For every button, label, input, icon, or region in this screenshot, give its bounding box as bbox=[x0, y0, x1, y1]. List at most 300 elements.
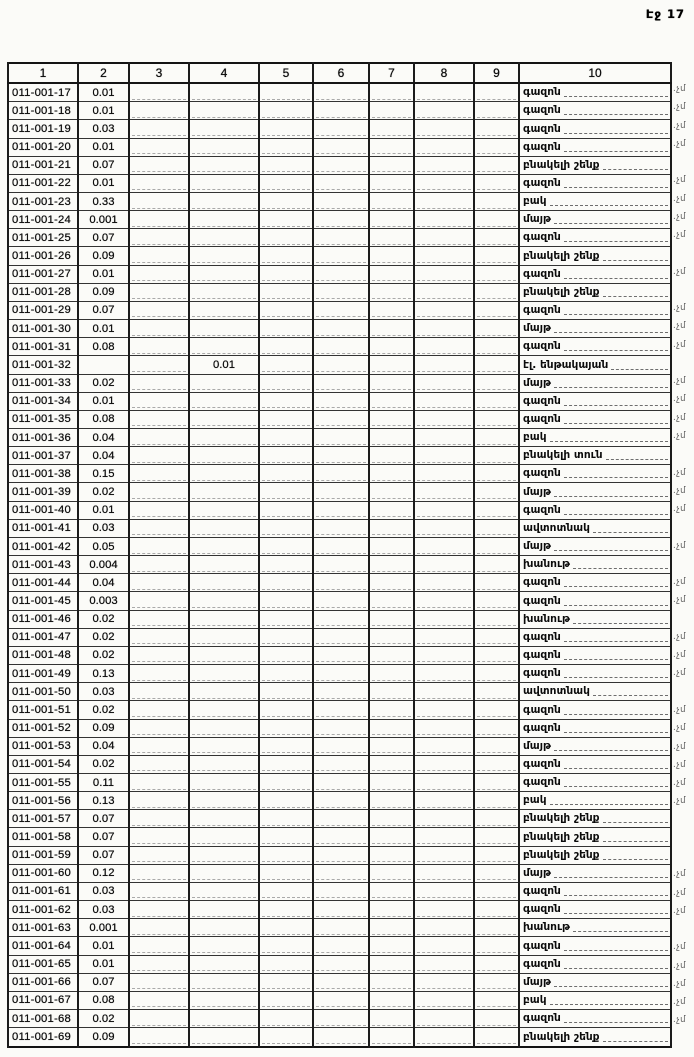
empty-cell bbox=[369, 156, 414, 174]
empty-cell bbox=[129, 628, 189, 646]
landuse-text: գազոն bbox=[523, 176, 561, 189]
dotted-line bbox=[262, 866, 310, 880]
landuse-cell bbox=[519, 537, 671, 555]
landuse-cell bbox=[519, 901, 671, 919]
empty-cell bbox=[129, 120, 189, 138]
area-value-cell: 0.02 bbox=[78, 646, 129, 664]
dotted-line bbox=[372, 322, 411, 336]
empty-cell bbox=[414, 701, 474, 719]
parcel-code-cell: 011-001-67 bbox=[8, 991, 78, 1009]
area-value-cell: 0.09 bbox=[78, 283, 129, 301]
empty-cell bbox=[369, 665, 414, 683]
dotted-line bbox=[132, 322, 186, 336]
empty-cell bbox=[189, 138, 259, 156]
dotted-line bbox=[372, 975, 411, 989]
table-row bbox=[8, 882, 671, 900]
dotted-line bbox=[372, 412, 411, 426]
margin-note: .չմ bbox=[673, 467, 687, 478]
empty-cell bbox=[313, 574, 369, 592]
dotted-line bbox=[417, 449, 471, 463]
dotted-line bbox=[316, 122, 366, 136]
dotted-line bbox=[132, 993, 186, 1007]
empty-cell bbox=[474, 283, 519, 301]
dotted-line bbox=[477, 957, 516, 971]
empty-cell bbox=[129, 755, 189, 773]
dotted-line bbox=[477, 231, 516, 245]
margin-note: .չմ bbox=[673, 631, 687, 642]
empty-cell bbox=[474, 338, 519, 356]
empty-cell bbox=[369, 792, 414, 810]
dotted-line bbox=[192, 903, 256, 917]
empty-cell bbox=[414, 919, 474, 937]
dotted-line bbox=[477, 267, 516, 281]
empty-cell bbox=[129, 156, 189, 174]
area-value-cell: 0.04 bbox=[78, 447, 129, 465]
empty-cell bbox=[259, 392, 313, 410]
area-value-cell: 0.07 bbox=[78, 828, 129, 846]
dotted-line bbox=[417, 322, 471, 336]
parcel-code-cell: 011-001-17 bbox=[8, 83, 78, 102]
landuse-text: մայթ bbox=[523, 322, 552, 335]
area-value-cell: 0.07 bbox=[78, 973, 129, 991]
empty-cell bbox=[414, 683, 474, 701]
dotted-line bbox=[316, 830, 366, 844]
dotted-line bbox=[192, 1030, 256, 1044]
empty-cell bbox=[129, 701, 189, 719]
dotted-line bbox=[477, 285, 516, 299]
dotted-line bbox=[564, 187, 668, 188]
empty-cell bbox=[414, 610, 474, 628]
empty-cell bbox=[259, 646, 313, 664]
empty-cell bbox=[259, 828, 313, 846]
empty-cell bbox=[414, 229, 474, 247]
landuse-cell bbox=[519, 919, 671, 937]
dotted-line bbox=[477, 176, 516, 190]
empty-cell bbox=[259, 719, 313, 737]
dotted-line bbox=[372, 376, 411, 390]
empty-cell bbox=[189, 283, 259, 301]
dotted-line bbox=[554, 750, 668, 751]
dotted-line bbox=[372, 993, 411, 1007]
dotted-line bbox=[564, 895, 668, 896]
dotted-line bbox=[132, 830, 186, 844]
dotted-line bbox=[192, 794, 256, 808]
area-value-cell: 0.01 bbox=[78, 320, 129, 338]
margin-note: .չմ bbox=[673, 120, 687, 131]
area-value-cell: 0.01 bbox=[78, 265, 129, 283]
empty-cell bbox=[259, 320, 313, 338]
dotted-line bbox=[417, 303, 471, 317]
parcel-code-cell: 011-001-23 bbox=[8, 192, 78, 210]
landuse-cell bbox=[519, 301, 671, 319]
parcel-code-cell: 011-001-25 bbox=[8, 229, 78, 247]
landuse-cell bbox=[519, 810, 671, 828]
dotted-line bbox=[372, 739, 411, 753]
dotted-line bbox=[417, 993, 471, 1007]
area-value-cell: 0.02 bbox=[78, 701, 129, 719]
empty-cell bbox=[414, 846, 474, 864]
empty-cell bbox=[414, 429, 474, 447]
parcel-code-cell: 011-001-50 bbox=[8, 683, 78, 701]
table-row bbox=[8, 174, 671, 192]
landuse-cell bbox=[519, 519, 671, 537]
empty-cell bbox=[259, 283, 313, 301]
landuse-text: գազոն bbox=[523, 304, 561, 317]
dotted-line bbox=[372, 757, 411, 771]
dotted-line bbox=[262, 394, 310, 408]
empty-cell bbox=[474, 320, 519, 338]
landuse-cell bbox=[519, 410, 671, 428]
area-value-cell: 0.01 bbox=[78, 955, 129, 973]
empty-cell bbox=[313, 810, 369, 828]
empty-cell bbox=[259, 301, 313, 319]
dotted-line bbox=[477, 358, 516, 372]
empty-cell bbox=[189, 537, 259, 555]
table-row bbox=[8, 919, 671, 937]
table-row bbox=[8, 356, 671, 374]
dotted-line bbox=[417, 540, 471, 554]
table-row bbox=[8, 211, 671, 229]
dotted-line bbox=[132, 576, 186, 590]
dotted-line bbox=[603, 822, 668, 823]
dotted-line bbox=[192, 322, 256, 336]
dotted-line bbox=[192, 340, 256, 354]
dotted-line bbox=[477, 540, 516, 554]
dotted-line bbox=[316, 739, 366, 753]
empty-cell bbox=[414, 628, 474, 646]
area-value-cell: 0.02 bbox=[78, 610, 129, 628]
dotted-line bbox=[132, 449, 186, 463]
dotted-line bbox=[316, 140, 366, 154]
empty-cell bbox=[474, 120, 519, 138]
empty-cell bbox=[369, 864, 414, 882]
dotted-line bbox=[477, 340, 516, 354]
empty-cell bbox=[313, 301, 369, 319]
landuse-cell bbox=[519, 156, 671, 174]
dotted-line bbox=[564, 477, 668, 478]
dotted-line bbox=[262, 703, 310, 717]
empty-cell bbox=[474, 773, 519, 791]
empty-cell bbox=[369, 519, 414, 537]
empty-cell bbox=[474, 646, 519, 664]
dotted-line bbox=[372, 521, 411, 535]
landuse-cell bbox=[519, 429, 671, 447]
area-value-cell: 0.15 bbox=[78, 465, 129, 483]
dotted-line bbox=[132, 648, 186, 662]
empty-cell bbox=[313, 792, 369, 810]
dotted-line bbox=[262, 757, 310, 771]
empty-cell bbox=[129, 683, 189, 701]
empty-cell bbox=[189, 828, 259, 846]
dotted-line bbox=[417, 249, 471, 263]
empty-cell bbox=[369, 265, 414, 283]
table-row bbox=[8, 320, 671, 338]
empty-cell bbox=[189, 882, 259, 900]
area-value-cell: 0.03 bbox=[78, 519, 129, 537]
empty-cell bbox=[259, 864, 313, 882]
empty-cell bbox=[129, 773, 189, 791]
empty-cell bbox=[414, 1028, 474, 1047]
dotted-line bbox=[262, 648, 310, 662]
landuse-text: գազոն bbox=[523, 667, 561, 680]
empty-cell bbox=[259, 465, 313, 483]
empty-cell bbox=[313, 592, 369, 610]
dotted-line bbox=[262, 322, 310, 336]
dotted-line bbox=[132, 303, 186, 317]
dotted-line bbox=[316, 1012, 366, 1026]
dotted-line bbox=[132, 757, 186, 771]
dotted-line bbox=[372, 394, 411, 408]
empty-cell bbox=[369, 174, 414, 192]
empty-cell bbox=[189, 701, 259, 719]
empty-cell bbox=[189, 519, 259, 537]
empty-cell bbox=[313, 83, 369, 102]
empty-cell bbox=[259, 1028, 313, 1047]
area-value-cell: 0.03 bbox=[78, 882, 129, 900]
empty-cell bbox=[259, 901, 313, 919]
empty-cell bbox=[369, 120, 414, 138]
empty-cell bbox=[369, 247, 414, 265]
empty-cell bbox=[369, 1028, 414, 1047]
landuse-cell bbox=[519, 773, 671, 791]
empty-cell bbox=[189, 919, 259, 937]
landuse-text: բնակելի շենք bbox=[523, 1031, 600, 1043]
dotted-line bbox=[477, 394, 516, 408]
dotted-line bbox=[372, 776, 411, 790]
dotted-line bbox=[132, 104, 186, 118]
empty-cell bbox=[414, 211, 474, 229]
dotted-line bbox=[554, 550, 668, 551]
dotted-line bbox=[192, 830, 256, 844]
empty-cell bbox=[129, 991, 189, 1009]
empty-cell bbox=[259, 773, 313, 791]
empty-cell bbox=[129, 846, 189, 864]
dotted-line bbox=[192, 485, 256, 499]
empty-cell bbox=[369, 701, 414, 719]
empty-cell bbox=[369, 429, 414, 447]
empty-cell bbox=[129, 610, 189, 628]
dotted-line bbox=[417, 703, 471, 717]
empty-cell bbox=[414, 828, 474, 846]
landuse-cell bbox=[519, 882, 671, 900]
area-value-cell: 0.001 bbox=[78, 919, 129, 937]
empty-cell bbox=[414, 537, 474, 555]
table-row bbox=[8, 628, 671, 646]
empty-cell bbox=[189, 229, 259, 247]
landuse-text: բնակելի շենք bbox=[523, 812, 600, 825]
dotted-line bbox=[262, 612, 310, 626]
empty-cell bbox=[189, 1010, 259, 1028]
dotted-line bbox=[262, 993, 310, 1007]
empty-cell bbox=[474, 410, 519, 428]
dotted-line bbox=[564, 278, 668, 279]
landuse-cell bbox=[519, 374, 671, 392]
empty-cell bbox=[474, 610, 519, 628]
dotted-line bbox=[192, 86, 256, 100]
empty-cell bbox=[129, 810, 189, 828]
margin-note: .չմ bbox=[673, 668, 687, 679]
empty-cell bbox=[369, 211, 414, 229]
empty-cell bbox=[313, 138, 369, 156]
landuse-text: գազոն bbox=[523, 140, 561, 153]
table-row bbox=[8, 646, 671, 664]
dotted-line bbox=[192, 158, 256, 172]
empty-cell bbox=[259, 410, 313, 428]
empty-cell bbox=[129, 828, 189, 846]
dotted-line bbox=[477, 866, 516, 880]
empty-cell bbox=[474, 719, 519, 737]
dotted-line bbox=[262, 540, 310, 554]
margin-note: .չմ bbox=[673, 759, 687, 770]
empty-cell bbox=[474, 973, 519, 991]
table-row bbox=[8, 247, 671, 265]
landuse-text: բակ bbox=[523, 994, 547, 1006]
dotted-line bbox=[477, 122, 516, 136]
dotted-line bbox=[564, 968, 668, 969]
empty-cell bbox=[474, 211, 519, 229]
empty-cell bbox=[129, 138, 189, 156]
table-row bbox=[8, 156, 671, 174]
dotted-line bbox=[132, 903, 186, 917]
parcel-code-cell: 011-001-39 bbox=[8, 483, 78, 501]
landuse-cell bbox=[519, 83, 671, 102]
landuse-text: գազոն bbox=[523, 903, 561, 916]
table-row bbox=[8, 537, 671, 555]
dotted-line bbox=[316, 521, 366, 535]
area-value-cell: 0.08 bbox=[78, 338, 129, 356]
area-value-cell: 0.07 bbox=[78, 846, 129, 864]
empty-cell bbox=[414, 592, 474, 610]
empty-cell bbox=[189, 556, 259, 574]
empty-cell bbox=[259, 156, 313, 174]
landuse-text: գազոն bbox=[523, 104, 561, 117]
empty-cell bbox=[474, 755, 519, 773]
landuse-cell bbox=[519, 229, 671, 247]
dotted-line bbox=[192, 267, 256, 281]
dotted-line bbox=[477, 86, 516, 100]
empty-cell bbox=[129, 955, 189, 973]
dotted-line bbox=[564, 732, 668, 733]
dotted-line bbox=[316, 921, 366, 935]
dotted-line bbox=[564, 151, 668, 152]
dotted-line bbox=[417, 140, 471, 154]
dotted-line bbox=[262, 503, 310, 517]
empty-cell bbox=[414, 882, 474, 900]
dotted-line bbox=[262, 975, 310, 989]
empty-cell bbox=[129, 901, 189, 919]
parcel-code-cell: 011-001-18 bbox=[8, 102, 78, 120]
dotted-line bbox=[564, 677, 668, 678]
empty-cell bbox=[189, 755, 259, 773]
dotted-line bbox=[372, 957, 411, 971]
dotted-line bbox=[564, 96, 668, 97]
table-row bbox=[8, 955, 671, 973]
parcel-code-cell: 011-001-64 bbox=[8, 937, 78, 955]
dotted-line bbox=[417, 576, 471, 590]
dotted-line bbox=[417, 431, 471, 445]
parcel-code-cell: 011-001-55 bbox=[8, 773, 78, 791]
empty-cell bbox=[189, 211, 259, 229]
landuse-text: գազոն bbox=[523, 939, 561, 952]
dotted-line bbox=[372, 176, 411, 190]
dotted-line bbox=[372, 122, 411, 136]
dotted-line bbox=[262, 739, 310, 753]
area-value-cell: 0.01 bbox=[78, 83, 129, 102]
empty-cell bbox=[259, 955, 313, 973]
empty-cell bbox=[474, 665, 519, 683]
dotted-line bbox=[192, 630, 256, 644]
empty-cell bbox=[369, 410, 414, 428]
area-value-cell: 0.01 bbox=[78, 937, 129, 955]
dotted-line bbox=[192, 993, 256, 1007]
dotted-line bbox=[192, 140, 256, 154]
landuse-text: բնակելի տուն bbox=[523, 449, 603, 462]
empty-cell bbox=[129, 1010, 189, 1028]
empty-cell bbox=[313, 102, 369, 120]
dotted-line bbox=[132, 485, 186, 499]
dotted-line bbox=[417, 467, 471, 481]
empty-cell bbox=[129, 1028, 189, 1047]
empty-cell bbox=[129, 646, 189, 664]
dotted-line bbox=[262, 340, 310, 354]
dotted-line bbox=[262, 431, 310, 445]
dotted-line bbox=[262, 957, 310, 971]
dotted-line bbox=[564, 659, 668, 660]
column-header-6: 6 bbox=[313, 63, 369, 83]
dotted-line bbox=[477, 104, 516, 118]
dotted-line bbox=[192, 594, 256, 608]
empty-cell bbox=[369, 392, 414, 410]
empty-cell bbox=[369, 138, 414, 156]
area-value-cell: 0.33 bbox=[78, 192, 129, 210]
dotted-line bbox=[477, 594, 516, 608]
dotted-line bbox=[316, 158, 366, 172]
empty-cell bbox=[313, 392, 369, 410]
dotted-line bbox=[477, 884, 516, 898]
empty-cell bbox=[129, 392, 189, 410]
dotted-line bbox=[573, 623, 668, 624]
empty-cell bbox=[369, 737, 414, 755]
dotted-line bbox=[477, 703, 516, 717]
dotted-line bbox=[564, 913, 668, 914]
dotted-line bbox=[132, 721, 186, 735]
empty-cell bbox=[189, 102, 259, 120]
empty-cell bbox=[414, 247, 474, 265]
dotted-line bbox=[372, 612, 411, 626]
dotted-line bbox=[262, 104, 310, 118]
table-row bbox=[8, 556, 671, 574]
margin-note: .չմ bbox=[673, 175, 687, 186]
dotted-line bbox=[372, 540, 411, 554]
dotted-line bbox=[262, 830, 310, 844]
dotted-line bbox=[417, 921, 471, 935]
dotted-line bbox=[132, 213, 186, 227]
dotted-line bbox=[417, 412, 471, 426]
empty-cell bbox=[414, 192, 474, 210]
parcel-code-cell: 011-001-22 bbox=[8, 174, 78, 192]
landuse-cell bbox=[519, 592, 671, 610]
dotted-line bbox=[192, 394, 256, 408]
parcel-code-cell: 011-001-29 bbox=[8, 301, 78, 319]
empty-cell bbox=[369, 501, 414, 519]
dotted-line bbox=[564, 586, 668, 587]
dotted-line bbox=[477, 449, 516, 463]
dotted-line bbox=[192, 776, 256, 790]
dotted-line bbox=[477, 903, 516, 917]
landuse-cell bbox=[519, 937, 671, 955]
dotted-line bbox=[372, 358, 411, 372]
empty-cell bbox=[259, 374, 313, 392]
